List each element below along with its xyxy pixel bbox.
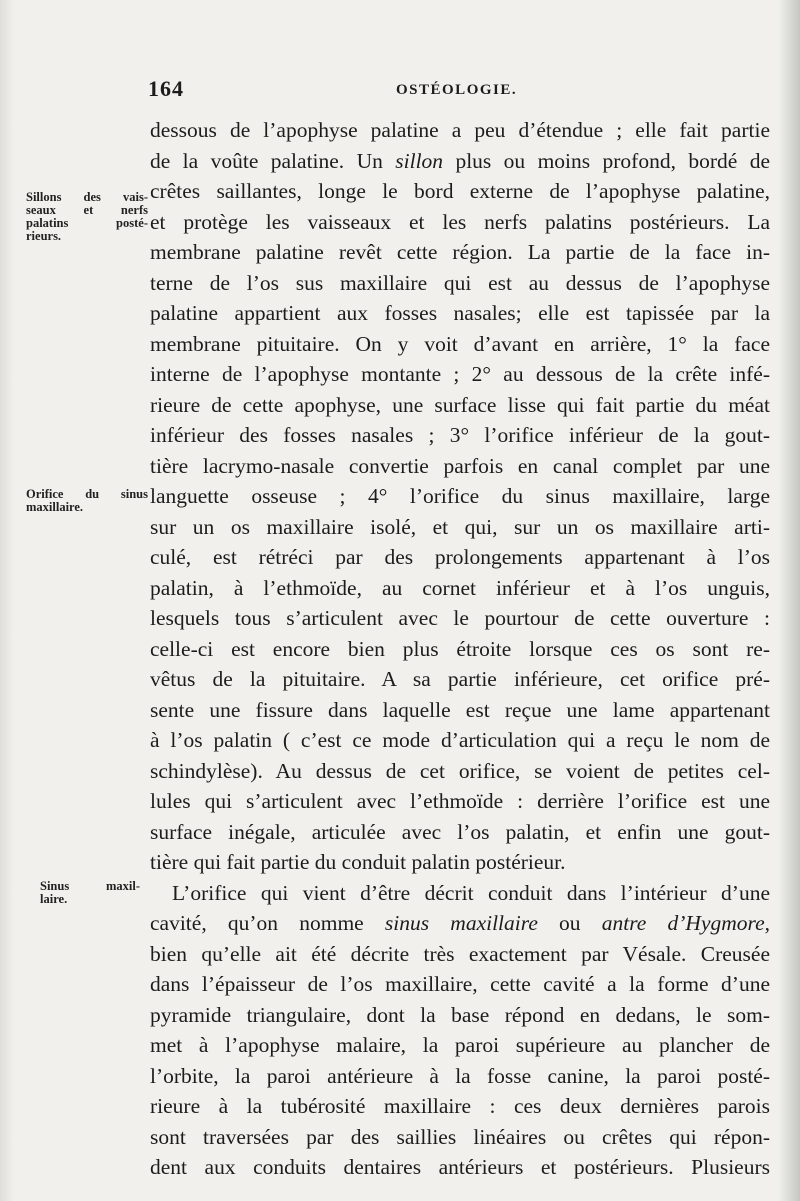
margin-note-line: Sillons des vais- — [26, 190, 148, 204]
text-line: celle-ci est encore bien plus étroite lorsque ces os sont re- — [150, 636, 770, 661]
body-text — [150, 115, 770, 1183]
text-line: sont traversées par des saillies linéaires ou crêtes qui répon- — [150, 1124, 770, 1149]
page-header — [138, 76, 778, 108]
margin-note-line: palatins posté- — [26, 216, 148, 230]
text-line: tière lacrymo-nasale convertie parfois en canal complet par une — [150, 453, 770, 478]
text-fragment: cavité, qu’on nomme — [150, 911, 385, 935]
page-number: 164 — [148, 76, 184, 101]
text-line: sur un os maxillaire isolé, et qui, sur un os maxillaire arti- — [150, 514, 770, 539]
margin-note-orifice — [26, 488, 148, 514]
italic-term: sillon — [395, 148, 444, 173]
text-line: lesquels tous s’articulent avec le pourtour de cette ouverture : — [150, 606, 770, 630]
text-line: vêtus de la pituitaire. A sa partie inférieure, cet orifice pré- — [150, 667, 770, 691]
margin-note-line: Sinus maxil- — [40, 879, 140, 893]
margin-note-sinus — [40, 880, 140, 906]
text-line: dent aux conduits dentaires antérieurs et postérieurs. Plusieurs — [150, 1155, 770, 1179]
text-fragment: , — [764, 911, 770, 935]
text-line: dans l’épaisseur de l’os maxillaire, cette cavité a la forme d’une — [150, 972, 770, 996]
text-line: terne de l’os sus maxillaire qui est au dessus de l’apophyse — [150, 270, 770, 295]
margin-note-sillons — [26, 191, 148, 243]
text-line: languette osseuse ; 4° l’orifice du sinus maxillaire, large — [150, 484, 770, 508]
margin-note-line: rieurs. — [26, 229, 62, 243]
text-fragment: ou — [537, 911, 602, 935]
text-line: membrane palatine revêt cette région. La partie de la face in- — [150, 240, 770, 264]
text-line: schindylèse). Au dessus de cet orifice, se voient de petites cel- — [150, 758, 770, 783]
italic-term: sinus maxillaire — [384, 911, 538, 935]
text-line: à l’os palatin ( c’est ce mode d’articulation qui a reçu le nom de — [150, 728, 770, 752]
text-line — [150, 146, 770, 177]
margin-note-line: seaux et nerfs — [26, 203, 148, 217]
text-line: rieure de cette apophyse, une surface lisse qui fait partie du méat — [150, 392, 770, 417]
gutter-shadow — [778, 0, 800, 1201]
text-line: sente une fissure dans laquelle est reçue une lame appartenant — [150, 697, 770, 722]
text-line: pyramide triangulaire, dont la base répond en dedans, le som- — [150, 1002, 770, 1027]
text-line: tière qui fait partie du conduit palatin postérieur. — [150, 850, 566, 874]
text-line: l’orbite, la paroi antérieure à la fosse canine, la paroi posté- — [150, 1063, 770, 1088]
italic-term: antre d’Hygmore — [601, 911, 765, 935]
margin-note-line: maxillaire. — [26, 500, 84, 514]
margin-note-line: Orifice du sinus — [26, 487, 148, 501]
text-line: L’orifice qui vient d’être décrit conduit dans l’intérieur d’une — [172, 880, 770, 905]
text-line: lules qui s’articulent avec l’ethmoïde : derrière l’orifice est une — [150, 789, 770, 813]
margin-note-line: laire. — [40, 892, 68, 906]
text-fragment: plus ou moins profond, bordé de — [443, 148, 770, 173]
text-line: rieure à la tubérosité maxillaire : ces deux dernières parois — [150, 1094, 770, 1118]
text-line: interne de l’apophyse montante ; 2° au dessous de la crête infé- — [150, 362, 770, 386]
text-line: surface inégale, articulée avec l’os palatin, et enfin une gout- — [150, 819, 770, 844]
text-line: et protège les vaisseaux et les nerfs palatins postérieurs. La — [150, 209, 770, 234]
running-head: OSTÉOLOGIE. — [396, 82, 518, 98]
page-edge-shadow — [0, 0, 14, 1201]
text-line: inférieur des fosses nasales ; 3° l’orifice inférieur de la gout- — [150, 423, 770, 447]
text-line: culé, est rétréci par des prolongements appartenant à l’os — [150, 545, 770, 569]
text-line: bien qu’elle ait été décrite très exactement par Vésale. Creusée — [150, 941, 770, 966]
text-line: met à l’apophyse malaire, la paroi supérieure au plancher de — [150, 1033, 770, 1057]
text-line: palatin, à l’ethmoïde, au cornet inférieur et à l’os unguis, — [150, 575, 770, 600]
text-line: crêtes saillantes, longe le bord externe de l’apophyse palatine, — [150, 179, 770, 203]
text-line: dessous de l’apophyse palatine a peu d’étendue ; elle fait partie — [150, 118, 770, 142]
text-line — [150, 908, 770, 939]
text-fragment: de la voûte palatine. Un — [150, 148, 396, 173]
text-line: membrane pituitaire. On y voit d’avant en arrière, 1° la face — [150, 331, 770, 356]
text-line: palatine appartient aux fosses nasales; elle est tapissée par la — [150, 301, 770, 325]
